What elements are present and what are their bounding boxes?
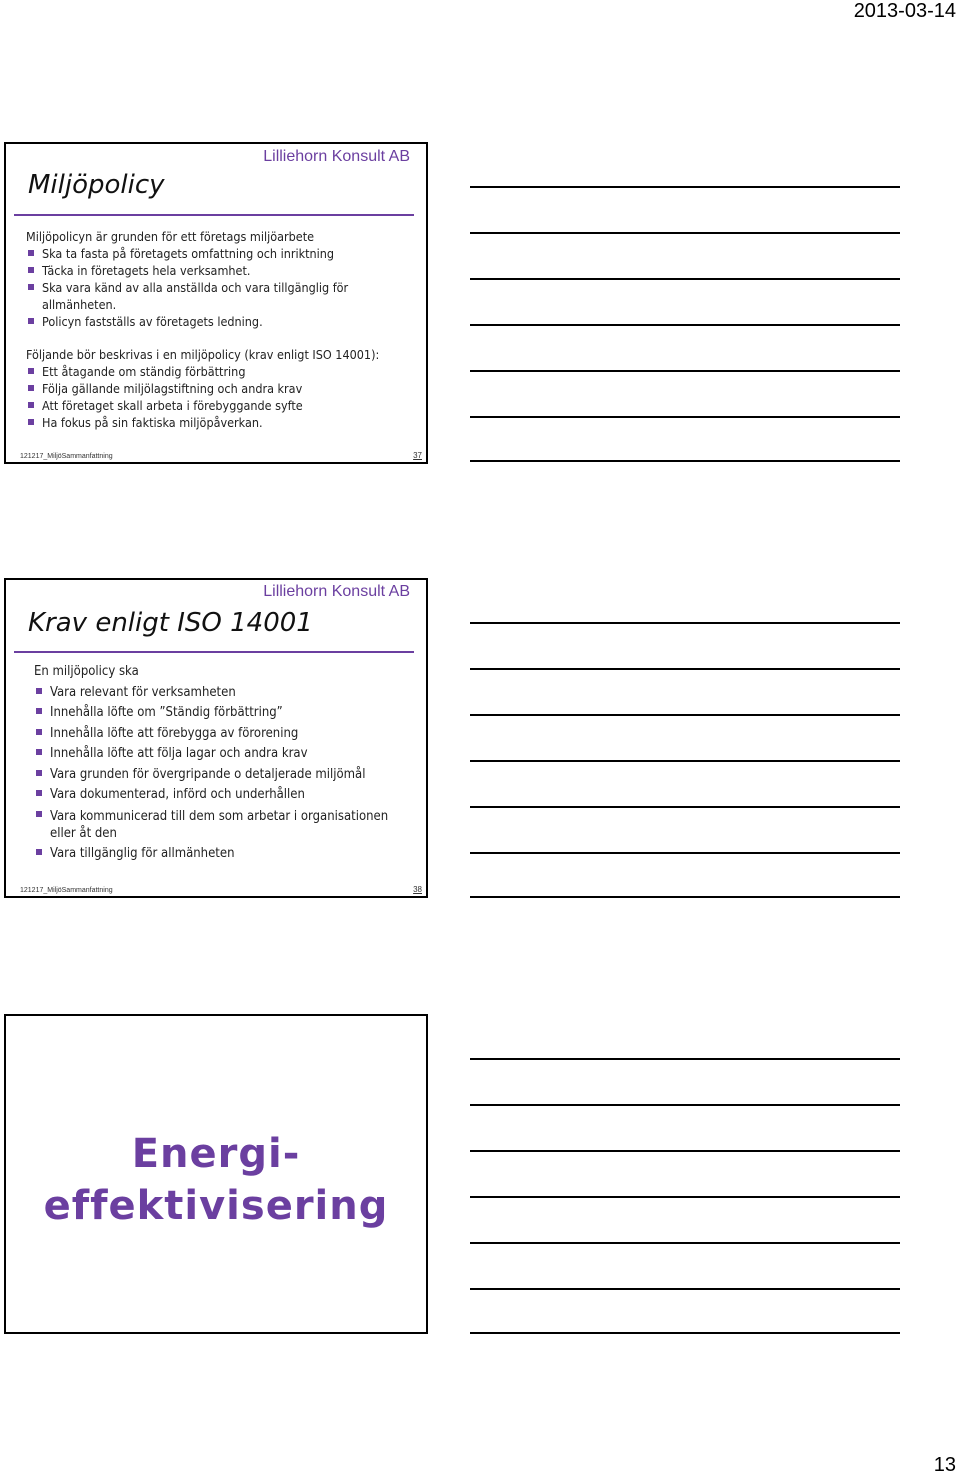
note-line [470,852,900,854]
intro-text: En miljöpolicy ska [34,664,139,679]
note-line [470,1150,900,1152]
bullet-item: Vara relevant för verksamheten [34,683,416,704]
section-title [6,1128,426,1232]
note-line [470,460,900,462]
intro-text-2: Följande bör beskrivas i en miljöpolicy (krav enligt ISO 14001): [26,347,380,362]
title-divider [14,214,414,216]
note-line [470,232,900,234]
slide-krav-iso-14001 [4,578,428,898]
slide-body [34,662,416,864]
note-line [470,896,900,898]
page-date: 2013-03-14 [853,0,956,22]
section-title-line-2: effektivisering [43,1183,389,1229]
slide-miljopolicy [4,142,428,464]
bullet-item: Ha fokus på sin faktiska miljöpåverkan. [26,414,416,431]
note-line [470,416,900,418]
note-line [470,668,900,670]
slide-number: 38 [413,885,422,894]
bullet-list [26,245,416,330]
section-title-line-1: Energi- [131,1131,301,1177]
slide-title: Miljöpolicy [28,170,165,200]
note-line [470,760,900,762]
bullet-item: Vara kommunicerad till dem som arbetar i organisationen eller åt den [34,806,416,844]
bullet-item: Innehålla löfte om ”Ständig förbättring” [34,703,416,724]
slide-body [26,228,416,431]
bullet-item: Vara tillgänglig för allmänheten [34,844,416,865]
company-name: Lilliehorn Konsult AB [263,583,410,600]
bullet-item: Ska ta fasta på företagets omfattning och inriktning [26,245,416,262]
bullet-item: Policyn fastställs av företagets ledning. [26,313,416,330]
title-divider [14,651,414,653]
bullet-item: Innehålla löfte att följa lagar och andra krav [34,744,416,765]
note-line [470,714,900,716]
slide-title: Krav enligt ISO 14001 [28,608,313,638]
slide-number: 37 [413,451,422,460]
slide-footer: 121217_MiljöSammanfattning [20,453,113,460]
note-line [470,186,900,188]
note-line [470,622,900,624]
note-line [470,278,900,280]
bullet-item: Täcka in företagets hela verksamhet. [26,262,416,279]
slide-footer: 121217_MiljöSammanfattning [20,887,113,894]
note-line [470,1332,900,1334]
note-line [470,324,900,326]
note-line [470,370,900,372]
note-line [470,806,900,808]
bullet-item: Innehålla löfte att förebygga av förorening [34,724,416,745]
intro-text: Miljöpolicyn är grunden för ett företags miljöarbete [26,229,315,244]
slide-energieffektivisering [4,1014,428,1334]
page-number: 13 [933,1454,956,1476]
note-line [470,1058,900,1060]
bullet-item: Vara grunden för övergripande o detaljerade miljömål [34,765,416,786]
bullet-item: Ett åtagande om ständig förbättring [26,363,416,380]
bullet-item: Ska vara känd av alla anställda och vara tillgänglig för allmänheten. [26,279,416,313]
bullet-item: Att företaget skall arbeta i förebyggande syfte [26,397,416,414]
company-name: Lilliehorn Konsult AB [263,148,410,165]
bullet-list [34,683,416,865]
note-line [470,1242,900,1244]
note-line [470,1104,900,1106]
bullet-list-2 [26,363,416,431]
bullet-item: Följa gällande miljölagstiftning och andra krav [26,380,416,397]
note-line [470,1288,900,1290]
note-line [470,1196,900,1198]
bullet-item: Vara dokumenterad, införd och underhållen [34,785,416,806]
